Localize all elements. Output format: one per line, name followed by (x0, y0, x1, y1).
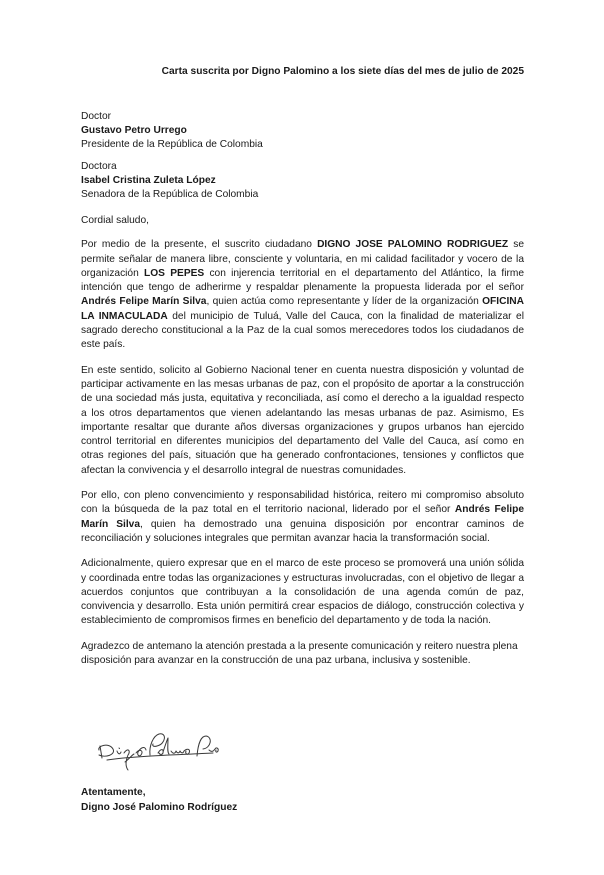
text-run: , quien ha demostrado una genuina disposición por encontrar caminos de reconciliación y soluciones integrales que permitan avanzar hacia la transformación social. (81, 518, 524, 544)
recipient-title: Senadora de la República de Colombia (81, 189, 259, 200)
paragraph-request: En este sentido, solicito al Gobierno Nacional tener en cuenta nuestra disposición y voluntad de participar activamente en las mesas urbanas de paz, con el propósito de aportar a la construcción de una sociedad más justa, equitativa y reconciliada, así como el derecho a la igualdad respecto a los otros departamentos que vienen adelantando las mesas urbanas de paz. Asimismo, Es importante resaltar que durante años diversas organizaciones y grupos urbanos han ejercido control territorial en diferentes municipios del departamento del Valle del Cauca, así como en otras regiones del país, situación que ha generado confrontaciones, tensiones y conflictos que afectan la convivencia y el desarrollo integral de nuestras comunidades. (81, 364, 524, 476)
handwritten-signature (95, 722, 245, 777)
paragraph-union: Adicionalmente, quiero expresar que en el marco de este proceso se promoverá una unión sólida y coordinada entre todas las organizaciones y estructuras involucradas, con el objetivo de llegar a acuerdos conjuntos que contribuyan a la consolidación de una agenda común de paz, convivencia y desarrollo. Esta unión permitirá crear espacios de diálogo, construcción colectiva y establecimiento de compromisos firmes en beneficio del departamento y de toda la nación. (81, 558, 524, 627)
valediction: Atentamente, (81, 787, 146, 798)
paragraph-intro (81, 238, 524, 352)
recipient-salutation: Doctor (81, 111, 112, 122)
letter-body (81, 214, 524, 679)
signer-name-bold: DIGNO JOSE PALOMINO RODRIGUEZ (317, 239, 509, 251)
text-run: , quien actúa como representante y líder de la organización (206, 296, 483, 308)
recipients (81, 110, 523, 210)
signer-name: Digno José Palomino Rodríguez (81, 801, 238, 813)
leader-name-bold: Andrés Felipe Marín Silva (81, 504, 524, 530)
greeting: Cordial saludo, (81, 215, 149, 226)
recipient-salutation: Doctora (81, 161, 117, 172)
recipient-senator (81, 160, 523, 202)
recipient-name: Isabel Cristina Zuleta López (81, 175, 216, 186)
date-line: Carta suscrita por Digno Palomino a los siete días del mes de julio de 2025 (161, 66, 524, 77)
organization-name-bold: OFICINA LA INMACULADA (81, 296, 524, 322)
paragraph-commitment (81, 489, 524, 546)
leader-name-bold: Andrés Felipe Marín Silva (81, 296, 207, 308)
recipient-president (81, 110, 523, 152)
text-run: Por ello, con pleno convencimiento y responsabilidad histórica, reitero mi compromiso absoluto con la búsqueda de la paz total en el territorio nacional, liderado por el señor (81, 490, 524, 516)
closing (81, 786, 237, 815)
recipient-name: Gustavo Petro Urrego (81, 125, 187, 136)
text-run: Por medio de la presente, el suscrito ciudadano (81, 239, 318, 251)
paragraph-thanks: Agradezco de antemano la atención prestada a la presente comunicación y reitero nuestra plena disposición para avanzar en la construcción de una paz urbana, inclusiva y sostenible. (81, 640, 518, 667)
organization-name-bold: LOS PEPES (144, 267, 205, 279)
text-run: del municipio de Tuluá, Valle del Cauca, con la finalidad de materializar el sagrado derecho constitucional a la Paz de la cual somos merecedores todos los ciudadanos de este país. (81, 310, 524, 351)
text-run: se permite señalar de manera libre, consciente y voluntaria, en mi calidad facilitador y vocero de la organización (81, 239, 524, 279)
text-run: con injerencia territorial en el departamento del Atlántico, la firme intención que tengo de adherirme y respaldar plenamente la propuesta liderada por el señor (81, 267, 524, 294)
recipient-title: Presidente de la República de Colombia (81, 139, 263, 150)
